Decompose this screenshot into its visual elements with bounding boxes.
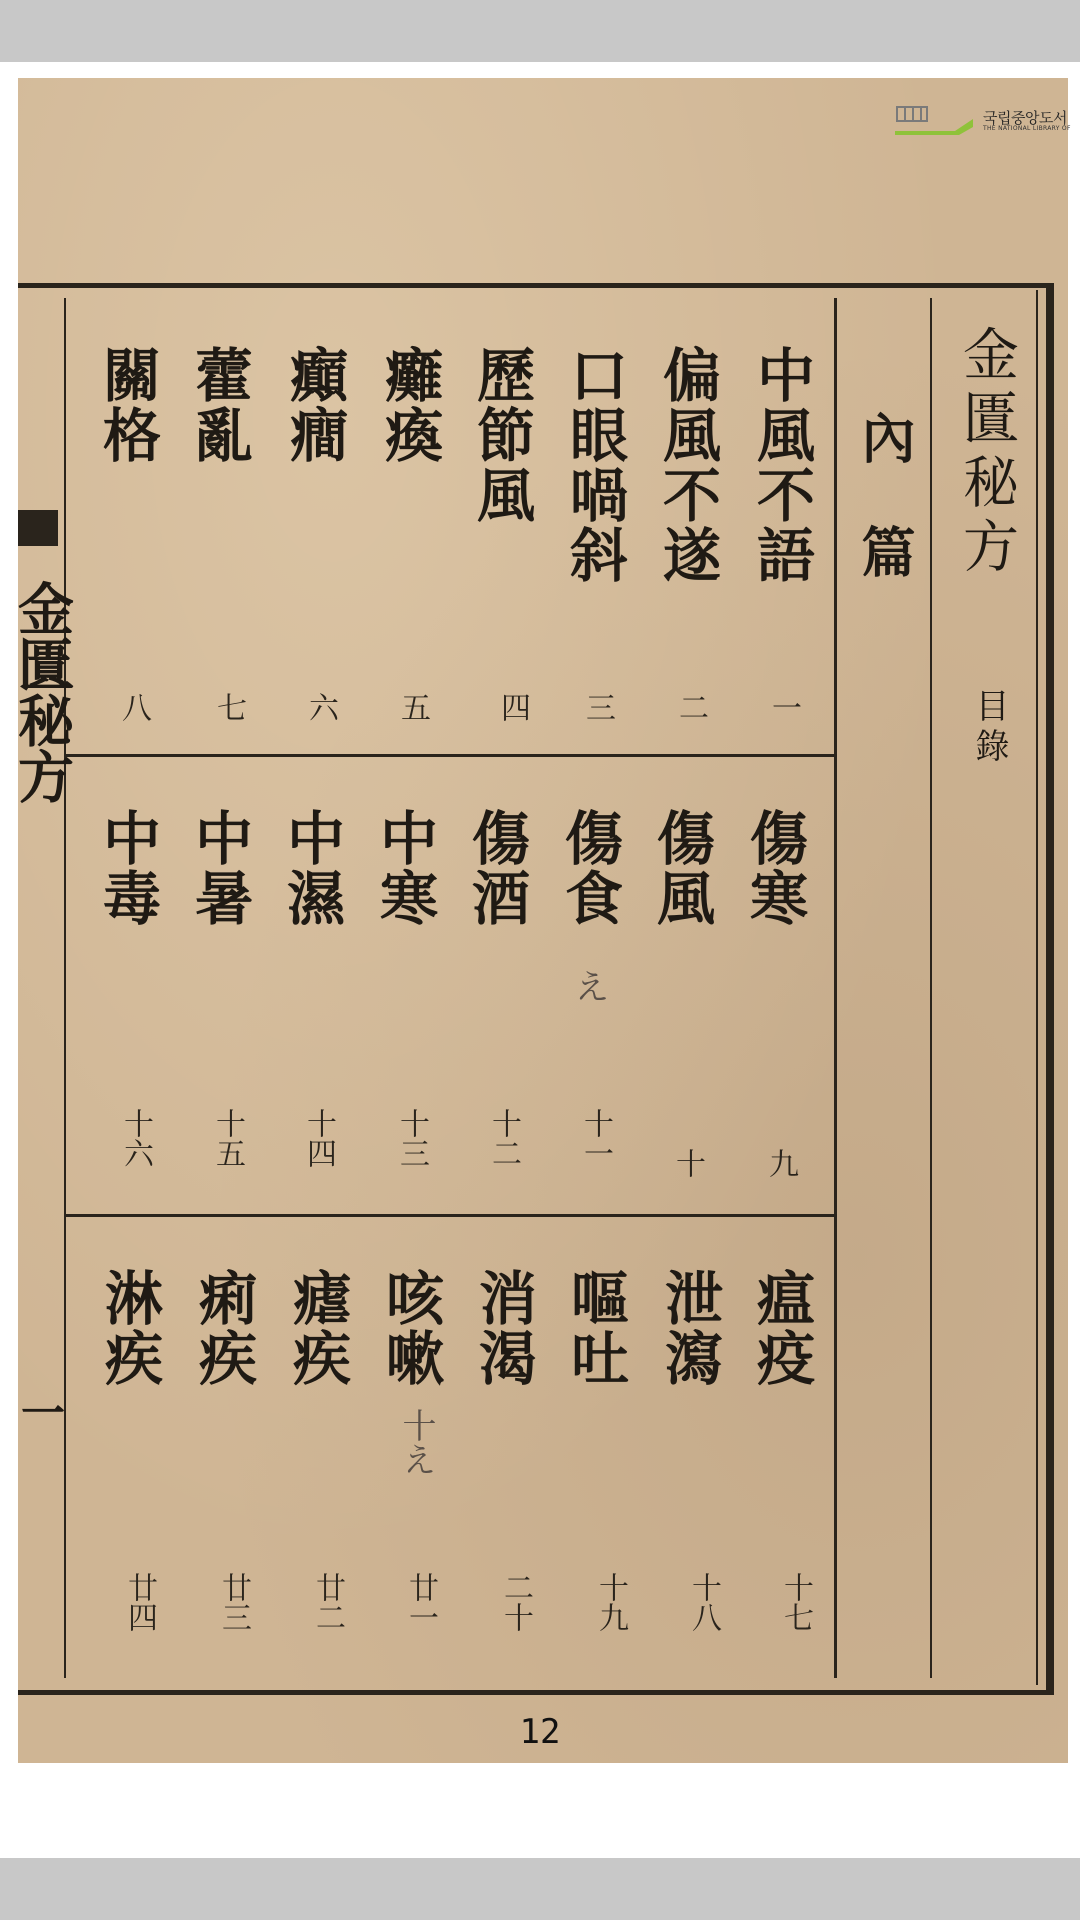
frame-right-outer [1046, 283, 1054, 1695]
toc-entry: 泄瀉 [655, 1268, 723, 1388]
library-logo-english: THE NATIONAL LIBRARY OF [983, 125, 1071, 132]
toc-entry: 中暑 [185, 808, 253, 928]
toc-entry: 口眼喎斜 [560, 345, 628, 585]
page-number: 12 [519, 1712, 561, 1752]
toc-entry: 嘔吐 [561, 1268, 629, 1388]
toc-entry: 淋疾 [95, 1268, 163, 1388]
toc-page-number: 六 [303, 692, 338, 722]
spine-bar [18, 510, 58, 546]
toc-entry: 傷食 [555, 808, 623, 928]
toc-entry: 藿亂 [185, 345, 253, 465]
handwritten-annotation: 十え [396, 1408, 436, 1476]
toc-page-number: 一 [766, 692, 801, 722]
toc-page-number: 十八 [686, 1572, 721, 1632]
toc-page-number: 十五 [210, 1108, 245, 1168]
toc-entry: 傷寒 [740, 808, 808, 928]
handwritten-annotation: え [575, 968, 609, 1008]
toc-page-number: 廿三 [216, 1572, 251, 1632]
toc-page-number: 十九 [593, 1572, 628, 1632]
library-logo-icon [895, 105, 973, 135]
toc-page-number: 十三 [394, 1108, 429, 1168]
toc-entry: 傷酒 [462, 808, 530, 928]
toc-page-number: 廿一 [403, 1572, 438, 1632]
toc-page-number: 十一 [578, 1108, 613, 1168]
toc-page-number: 二 [673, 692, 708, 722]
toc-entry: 癱瘓 [375, 345, 443, 465]
toc-page-number: 十七 [778, 1572, 813, 1632]
viewer-top-bar [0, 0, 1080, 62]
spine-title: 金匱秘方 [9, 580, 75, 804]
row-divider-1 [64, 754, 836, 757]
col-divider-section [834, 298, 837, 1678]
library-logo-korean: 국립중앙도서 [983, 109, 1067, 127]
document-page [13, 78, 1068, 1763]
toc-entry: 中濕 [277, 808, 345, 928]
toc-page-number: 十 [670, 1148, 705, 1178]
toc-page-number: 二十 [498, 1572, 533, 1632]
toc-entry: 中毒 [93, 808, 161, 928]
viewer-bottom-bar [0, 1858, 1080, 1920]
toc-page-number: 廿二 [310, 1572, 345, 1632]
col-divider-title [930, 298, 932, 1678]
section-title: 內篇 [853, 410, 917, 638]
row-divider-2 [64, 1214, 836, 1217]
book-title: 金匱秘方 [954, 325, 1019, 581]
toc-entry: 瘟疫 [747, 1268, 815, 1388]
col-divider-left [64, 298, 66, 1678]
library-logo [895, 103, 1075, 137]
toc-entry: 歷節風 [467, 345, 535, 525]
contents-label: 目錄 [969, 688, 1009, 768]
frame-top [18, 283, 1053, 288]
toc-page-number: 七 [211, 692, 246, 722]
toc-entry: 痢疾 [189, 1268, 257, 1388]
toc-page-number: 五 [395, 692, 430, 722]
toc-entry: 咳嗽 [376, 1268, 444, 1388]
toc-entry: 中風不語 [747, 345, 815, 585]
toc-page-number: 十四 [301, 1108, 336, 1168]
toc-entry: 偏風不遂 [653, 345, 721, 585]
toc-entry: 瘧疾 [283, 1268, 351, 1388]
toc-page-number: 廿四 [122, 1572, 157, 1632]
toc-entry: 傷風 [647, 808, 715, 928]
toc-page-number: 三 [580, 692, 615, 722]
toc-page-number: 十六 [118, 1108, 153, 1168]
toc-entry: 癲癎 [280, 345, 348, 465]
toc-entry: 中寒 [370, 808, 438, 928]
toc-entry: 消渴 [469, 1268, 537, 1388]
toc-page-number: 九 [763, 1148, 798, 1178]
frame-right-inner [1036, 290, 1038, 1685]
toc-page-number: 八 [116, 692, 151, 722]
spine-mark: 一 [13, 1390, 64, 1434]
toc-page-number: 十二 [486, 1108, 521, 1168]
frame-bottom [18, 1690, 1053, 1695]
toc-entry: 關格 [93, 345, 161, 465]
toc-page-number: 四 [495, 692, 530, 722]
